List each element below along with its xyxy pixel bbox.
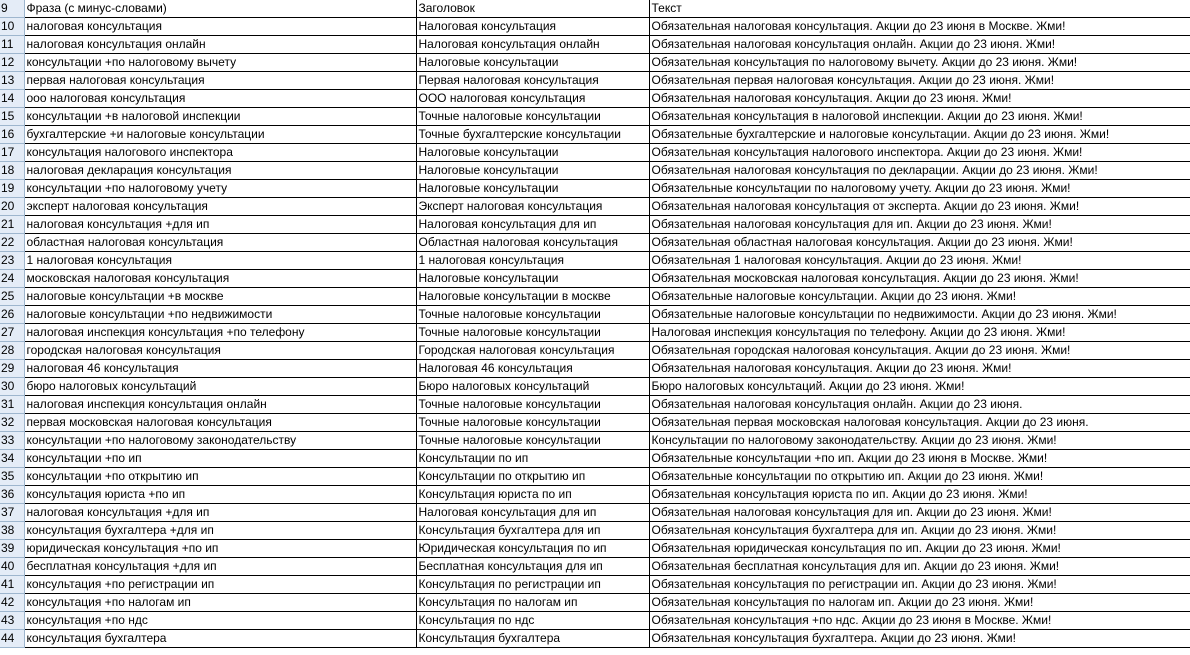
row-number[interactable]: 24 — [0, 270, 24, 288]
table-row — [0, 558, 1190, 576]
cell-title[interactable]: Точные налоговые консультации — [416, 324, 649, 342]
cell-text[interactable]: Обязательные бухгалтерские и налоговые консультации. Акции до 23 июня. Жми! — [649, 126, 1190, 144]
cell-phrase[interactable]: консультации +по открытию ип — [24, 468, 416, 486]
table-row — [0, 612, 1190, 630]
cell-phrase[interactable]: консультация бухгалтера — [24, 630, 416, 648]
cell-phrase[interactable]: консультации +по налоговому вычету — [24, 54, 416, 72]
table-row — [0, 90, 1190, 108]
table-row — [0, 432, 1190, 450]
header-row — [0, 0, 1190, 18]
table-row — [0, 252, 1190, 270]
cell-text[interactable]: Обязательная консультация бухгалтера. Акции до 23 июня. Жми! — [649, 630, 1190, 648]
row-number[interactable]: 31 — [0, 396, 24, 414]
cell-text[interactable]: Обязательная налоговая консультация для ип. Акции до 23 июня. Жми! — [649, 504, 1190, 522]
cell-text[interactable]: Обязательные налоговые консультации по недвижимости. Акции до 23 июня. Жми! — [649, 306, 1190, 324]
row-number[interactable]: 34 — [0, 450, 24, 468]
cell-phrase[interactable]: налоговая инспекция консультация +по телефону — [24, 324, 416, 342]
cell-text[interactable]: Обязательная налоговая консультация от эксперта. Акции до 23 июня. Жми! — [649, 198, 1190, 216]
table-row — [0, 360, 1190, 378]
cell-title[interactable]: Бюро налоговых консультаций — [416, 378, 649, 396]
cell-title[interactable]: Точные налоговые консультации — [416, 108, 649, 126]
cell-phrase[interactable]: областная налоговая консультация — [24, 234, 416, 252]
table-row — [0, 540, 1190, 558]
cell-phrase[interactable]: бюро налоговых консультаций — [24, 378, 416, 396]
cell-text[interactable]: Бюро налоговых консультаций. Акции до 23 июня. Жми! — [649, 378, 1190, 396]
cell-title[interactable]: Консультации по ип — [416, 450, 649, 468]
cell-text[interactable]: Обязательная налоговая консультация онлайн. Акции до 23 июня. Жми! — [649, 36, 1190, 54]
cell-phrase[interactable]: налоговая консультация — [24, 18, 416, 36]
cell-phrase[interactable]: консультации +в налоговой инспекции — [24, 108, 416, 126]
cell-title[interactable]: Налоговая консультация для ип — [416, 504, 649, 522]
table-row — [0, 36, 1190, 54]
cell-title[interactable]: Эксперт налоговая консультация — [416, 198, 649, 216]
cell-phrase[interactable]: консультации +по налоговому законодательству — [24, 432, 416, 450]
cell-text[interactable]: Обязательные консультации по открытию ип. Акции до 23 июня. Жми! — [649, 468, 1190, 486]
cell-text[interactable]: Обязательная налоговая консультация. Акции до 23 июня. Жми! — [649, 90, 1190, 108]
cell-phrase[interactable]: налоговые консультации +по недвижимости — [24, 306, 416, 324]
row-number[interactable]: 27 — [0, 324, 24, 342]
row-number[interactable]: 23 — [0, 252, 24, 270]
cell-title[interactable]: Точные налоговые консультации — [416, 306, 649, 324]
table-row — [0, 234, 1190, 252]
cell-title[interactable]: Первая налоговая консультация — [416, 72, 649, 90]
table-row — [0, 306, 1190, 324]
cell-title[interactable]: Точные налоговые консультации — [416, 414, 649, 432]
cell-title[interactable]: Налоговая консультация для ип — [416, 216, 649, 234]
table-row — [0, 108, 1190, 126]
table-row — [0, 594, 1190, 612]
cell-text[interactable]: Обязательная консультация налогового инспектора. Акции до 23 июня. Жми! — [649, 144, 1190, 162]
cell-phrase[interactable]: консультации +по ип — [24, 450, 416, 468]
row-number[interactable]: 17 — [0, 144, 24, 162]
row-number[interactable]: 10 — [0, 18, 24, 36]
row-number[interactable]: 43 — [0, 612, 24, 630]
table-row — [0, 18, 1190, 36]
cell-text[interactable]: Обязательная областная налоговая консультация. Акции до 23 июня. Жми! — [649, 234, 1190, 252]
row-number[interactable]: 29 — [0, 360, 24, 378]
row-number[interactable]: 30 — [0, 378, 24, 396]
table-row — [0, 144, 1190, 162]
cell-title[interactable]: Налоговые консультации в москве — [416, 288, 649, 306]
cell-phrase[interactable]: городская налоговая консультация — [24, 342, 416, 360]
table-row — [0, 162, 1190, 180]
cell-phrase[interactable]: консультация +по регистрации ип — [24, 576, 416, 594]
cell-title[interactable]: Точные налоговые консультации — [416, 396, 649, 414]
table-row — [0, 378, 1190, 396]
cell-title[interactable]: Налоговые консультации — [416, 180, 649, 198]
cell-text[interactable]: Обязательная налоговая консультация. Акции до 23 июня. Жми! — [649, 360, 1190, 378]
row-number[interactable]: 37 — [0, 504, 24, 522]
cell-text[interactable]: Обязательная консультация по налогам ип. Акции до 23 июня. Жми! — [649, 594, 1190, 612]
row-number[interactable]: 9 — [0, 0, 24, 18]
table-row — [0, 396, 1190, 414]
cell-phrase[interactable]: консультация +по ндс — [24, 612, 416, 630]
table-row — [0, 72, 1190, 90]
cell-phrase[interactable]: первая московская налоговая консультация — [24, 414, 416, 432]
cell-title[interactable]: Консультации по открытию ип — [416, 468, 649, 486]
cell-phrase[interactable]: консультация юриста +по ип — [24, 486, 416, 504]
row-number[interactable]: 21 — [0, 216, 24, 234]
cell-text[interactable]: Обязательная налоговая консультация. Акции до 23 июня в Москве. Жми! — [649, 18, 1190, 36]
cell-text[interactable]: Обязательная консультация по регистрации ип. Акции до 23 июня. Жми! — [649, 576, 1190, 594]
table-row — [0, 270, 1190, 288]
cell-text[interactable]: Обязательная налоговая консультация по декларации. Акции до 23 июня. Жми! — [649, 162, 1190, 180]
table-row — [0, 126, 1190, 144]
cell-text[interactable]: Обязательная консультация в налоговой инспекции. Акции до 23 июня. Жми! — [649, 108, 1190, 126]
table-row — [0, 414, 1190, 432]
cell-phrase[interactable]: бухгалтерские +и налоговые консультации — [24, 126, 416, 144]
cell-phrase[interactable]: эксперт налоговая консультация — [24, 198, 416, 216]
row-number[interactable]: 33 — [0, 432, 24, 450]
row-number[interactable]: 18 — [0, 162, 24, 180]
row-number[interactable]: 35 — [0, 468, 24, 486]
cell-text[interactable]: Обязательная юридическая консультация по ип. Акции до 23 июня. Жми! — [649, 540, 1190, 558]
row-number[interactable]: 40 — [0, 558, 24, 576]
row-number[interactable]: 39 — [0, 540, 24, 558]
row-number[interactable]: 28 — [0, 342, 24, 360]
row-number[interactable]: 44 — [0, 630, 24, 648]
header-cell-title[interactable]: Заголовок — [416, 0, 649, 18]
row-number[interactable]: 32 — [0, 414, 24, 432]
row-number[interactable]: 16 — [0, 126, 24, 144]
cell-title[interactable]: Налоговая консультация онлайн — [416, 36, 649, 54]
cell-text[interactable]: Обязательная городская налоговая консультация. Акции до 23 июня. Жми! — [649, 342, 1190, 360]
cell-title[interactable]: Консультация по регистрации ип — [416, 576, 649, 594]
cell-title[interactable]: Налоговые консультации — [416, 54, 649, 72]
table-row — [0, 468, 1190, 486]
cell-phrase[interactable]: бесплатная консультация +для ип — [24, 558, 416, 576]
row-number[interactable]: 14 — [0, 90, 24, 108]
cell-text[interactable]: Обязательная консультация по налоговому вычету. Акции до 23 июня. Жми! — [649, 54, 1190, 72]
cell-phrase[interactable]: налоговая консультация +для ип — [24, 504, 416, 522]
cell-phrase[interactable]: налоговая декларация консультация — [24, 162, 416, 180]
table-row — [0, 216, 1190, 234]
table-row — [0, 198, 1190, 216]
cell-text[interactable]: Обязательные консультации +по ип. Акции до 23 июня в Москве. Жми! — [649, 450, 1190, 468]
row-number[interactable]: 19 — [0, 180, 24, 198]
row-number[interactable]: 36 — [0, 486, 24, 504]
cell-text[interactable]: Обязательная консультация юриста по ип. Акции до 23 июня. Жми! — [649, 486, 1190, 504]
cell-phrase[interactable]: московская налоговая консультация — [24, 270, 416, 288]
cell-phrase[interactable]: налоговая инспекция консультация онлайн — [24, 396, 416, 414]
row-number[interactable]: 38 — [0, 522, 24, 540]
table-row — [0, 180, 1190, 198]
cell-phrase[interactable]: юридическая консультация +по ип — [24, 540, 416, 558]
table-row — [0, 54, 1190, 72]
row-number[interactable]: 13 — [0, 72, 24, 90]
cell-text[interactable]: Обязательная 1 налоговая консультация. Акции до 23 июня. Жми! — [649, 252, 1190, 270]
header-cell-text[interactable]: Текст — [649, 0, 1190, 18]
cell-title[interactable]: Консультация бухгалтера — [416, 630, 649, 648]
cell-title[interactable]: Областная налоговая консультация — [416, 234, 649, 252]
cell-text[interactable]: Обязательные консультации по налоговому учету. Акции до 23 июня. Жми! — [649, 180, 1190, 198]
cell-title[interactable]: Точные бухгалтерские консультации — [416, 126, 649, 144]
table-row — [0, 288, 1190, 306]
cell-text[interactable]: Обязательная московская налоговая консультация. Акции до 23 июня. Жми! — [649, 270, 1190, 288]
cell-text[interactable]: Обязательная налоговая консультация для ип. Акции до 23 июня. Жми! — [649, 216, 1190, 234]
table-row — [0, 486, 1190, 504]
header-cell-phrase[interactable]: Фраза (с минус-словами) — [24, 0, 416, 18]
cell-phrase[interactable]: консультация +по налогам ип — [24, 594, 416, 612]
row-number[interactable]: 42 — [0, 594, 24, 612]
cell-title[interactable]: Бесплатная консультация для ип — [416, 558, 649, 576]
cell-phrase[interactable]: налоговая консультация +для ип — [24, 216, 416, 234]
cell-title[interactable]: Консультация юриста по ип — [416, 486, 649, 504]
cell-text[interactable]: Обязательная консультация бухгалтера для ип. Акции до 23 июня. Жми! — [649, 522, 1190, 540]
cell-title[interactable]: Налоговая консультация — [416, 18, 649, 36]
cell-title[interactable]: Налоговые консультации — [416, 270, 649, 288]
cell-title[interactable]: Консультация по налогам ип — [416, 594, 649, 612]
cell-phrase[interactable]: налоговая консультация онлайн — [24, 36, 416, 54]
cell-text[interactable]: Обязательная первая налоговая консультация. Акции до 23 июня. Жми! — [649, 72, 1190, 90]
row-number[interactable]: 26 — [0, 306, 24, 324]
cell-title[interactable]: Консультация по ндс — [416, 612, 649, 630]
table-row — [0, 342, 1190, 360]
cell-phrase[interactable]: консультация налогового инспектора — [24, 144, 416, 162]
cell-phrase[interactable]: ооо налоговая консультация — [24, 90, 416, 108]
row-number[interactable]: 12 — [0, 54, 24, 72]
table-row — [0, 522, 1190, 540]
table-row — [0, 324, 1190, 342]
row-number[interactable]: 25 — [0, 288, 24, 306]
table-row — [0, 630, 1190, 648]
table-row — [0, 576, 1190, 594]
cell-title[interactable]: Налоговая 46 консультация — [416, 360, 649, 378]
cell-phrase[interactable]: налоговая 46 консультация — [24, 360, 416, 378]
row-number[interactable]: 22 — [0, 234, 24, 252]
cell-title[interactable]: Консультация бухгалтера для ип — [416, 522, 649, 540]
cell-title[interactable]: 1 налоговая консультация — [416, 252, 649, 270]
cell-phrase[interactable]: консультации +по налоговому учету — [24, 180, 416, 198]
cell-phrase[interactable]: консультация бухгалтера +для ип — [24, 522, 416, 540]
row-number[interactable]: 11 — [0, 36, 24, 54]
cell-text[interactable]: Обязательные налоговые консультации. Акции до 23 июня. Жми! — [649, 288, 1190, 306]
cell-title[interactable]: Налоговые консультации — [416, 144, 649, 162]
cell-phrase[interactable]: налоговые консультации +в москве — [24, 288, 416, 306]
cell-text[interactable]: Обязательная первая московская налоговая консультация. Акции до 23 июня. — [649, 414, 1190, 432]
row-number[interactable]: 15 — [0, 108, 24, 126]
cell-phrase[interactable]: 1 налоговая консультация — [24, 252, 416, 270]
cell-title[interactable]: Городская налоговая консультация — [416, 342, 649, 360]
cell-text[interactable]: Обязательная бесплатная консультация для ип. Акции до 23 июня. Жми! — [649, 558, 1190, 576]
cell-title[interactable]: Юридическая консультация по ип — [416, 540, 649, 558]
cell-title[interactable]: ООО налоговая консультация — [416, 90, 649, 108]
cell-text[interactable]: Консультации по налоговому законодательству. Акции до 23 июня. Жми! — [649, 432, 1190, 450]
cell-text[interactable]: Обязательная налоговая консультация онлайн. Акции до 23 июня. — [649, 396, 1190, 414]
cell-phrase[interactable]: первая налоговая консультация — [24, 72, 416, 90]
cell-title[interactable]: Точные налоговые консультации — [416, 432, 649, 450]
row-number[interactable]: 20 — [0, 198, 24, 216]
table-row — [0, 450, 1190, 468]
cell-title[interactable]: Налоговые консультации — [416, 162, 649, 180]
cell-text[interactable]: Обязательная консультация +по ндс. Акции до 23 июня в Москве. Жми! — [649, 612, 1190, 630]
row-number[interactable]: 41 — [0, 576, 24, 594]
table-row — [0, 504, 1190, 522]
cell-text[interactable]: Налоговая инспекция консультация по телефону. Акции до 23 июня. Жми! — [649, 324, 1190, 342]
